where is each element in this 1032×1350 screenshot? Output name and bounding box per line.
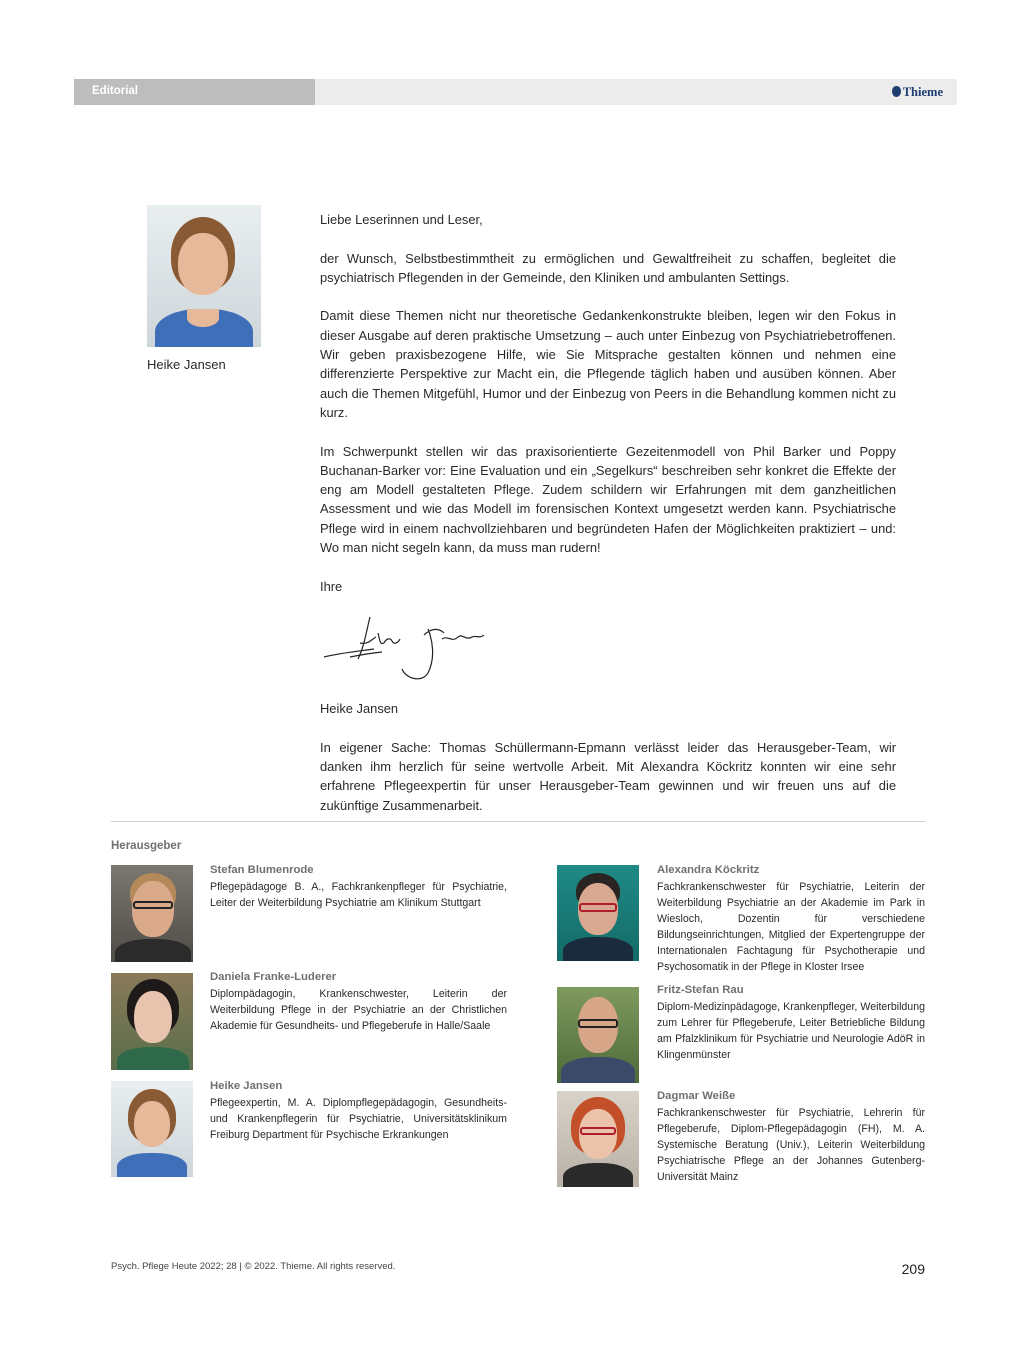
editor-photo-blumenrode	[111, 865, 193, 962]
postscript: In eigener Sache: Thomas Schüllermann-Epmann verlässt leider das Herausgeber-Team, wir danken ihm herzlich für seine wertvolle Arbeit. Mit Alexandra Köckritz konnten wir eine sehr erfahrene Pflegeexpertin für unser Herausgeber-Team gewinnen und wir freuen uns auf die zukünftige Zusammenarbeit.	[320, 739, 896, 813]
editor-desc-blumenrode: Pflegepädagoge B. A., Fachkrankenpfleger für Psychiatrie, Leiter der Weiterbildung Psychiatrie am Klinikum Stuttgart	[210, 881, 507, 909]
handwritten-signature	[320, 613, 490, 685]
section-label: Editorial	[74, 79, 315, 105]
editorial-letter	[320, 210, 896, 834]
brand-logo	[892, 79, 943, 105]
editor-name-rau: Fritz-Stefan Rau	[657, 984, 744, 996]
editor-name-jansen: Heike Jansen	[210, 1080, 283, 1092]
editor-photo-jansen	[111, 1081, 193, 1177]
editor-desc-rau: Diplom-Medizinpädagoge, Krankenpfleger, Weiterbildung zum Lehrer für Pflegeberufe, Leiter Betriebliche Bildung am Pfalzklinikum für Psychiatrie und Neurologie AdöR in Klingenmünster	[657, 1001, 925, 1061]
editor-name-weisse: Dagmar Weiße	[657, 1090, 736, 1102]
editor-desc-jansen: Pflegeexpertin, M. A. Diplompflegepädagogin, Gesundheits- und Krankenpflegerin für Psychiatrie, Universitätsklinikum Freiburg Department für Psychische Erkrankungen	[210, 1097, 507, 1141]
signature-name: Heike Jansen	[320, 701, 399, 717]
editor-desc-franke-luderer: Diplompädagogin, Krankenschwester, Leiterin der Weiterbildung Pflege in der Psychiatrie an der Christlichen Akademie für Gesundheits- und Pflegeberufe in Halle/Saale	[210, 988, 507, 1032]
editor-photo-rau	[557, 987, 639, 1083]
author-photo	[147, 205, 261, 347]
page-number: 209	[901, 1261, 925, 1277]
brand-name: Thieme	[902, 85, 943, 99]
paragraph-1: der Wunsch, Selbstbestimmtheit zu ermöglichen und Gewaltfreiheit zu schaffen, begleitet die psychiatrisch Pflegenden in der Gemeinde, den Kliniken und ambulanten Settings.	[320, 250, 896, 285]
editor-photo-koeckritz	[557, 865, 639, 961]
header-bar	[74, 79, 957, 105]
author-name: Heike Jansen	[147, 357, 226, 372]
editor-desc-weisse: Fachkrankenschwester für Psychiatrie, Lehrerin für Pflegeberufe, Diplom-Pflegepädagogin (FH), M. A. Systemische Beratung (Univ.), Leiterin Weiterbildung Psychiatrische Pflege an der Johannes Gutenberg-Universität Mainz	[657, 1107, 925, 1183]
editor-desc-koeckritz: Fachkrankenschwester für Psychiatrie, Leiterin der Weiterbildung Psychiatrie an der Akademie im Park in Wiesloch, Dozentin für verschiedene Bildungseinrichtungen, Mitglied der Expertengruppe der Internationalen Fachtagung für Psychotherapie und Psychosomatik in der Pflege in Kloster Irsee	[657, 881, 925, 973]
closing: Ihre	[320, 578, 343, 594]
editor-name-franke-luderer: Daniela Franke-Luderer	[210, 971, 337, 983]
greeting: Liebe Leserinnen und Leser,	[320, 212, 483, 227]
paragraph-3: Im Schwerpunkt stellen wir das praxisorientierte Gezeitenmodell von Phil Barker und Poppy Buchanan-Barker vor: Eine Evaluation und ein „Segelkurs“ beschreiben sehr konkret die Effekte der eng am Modell gestalteten Pflege. Zudem schildern wir Erfahrungen mit dem ganzheitlichen Assessment und wie das Modell im forensischen Kontext umgesetzt werden kann. Psychiatrische Pflege wird in einem nachvollziehbaren und begründeten Hafen der Möglichkeiten praktiziert – und: Wo man nicht segeln kann, da muss man rudern!	[320, 443, 896, 556]
editor-name-koeckritz: Alexandra Köckritz	[657, 864, 760, 876]
citation: Psych. Pflege Heute 2022; 28 | © 2022. Thieme. All rights reserved.	[111, 1261, 396, 1272]
thieme-shield-icon	[892, 86, 901, 97]
paragraph-2: Damit diese Themen nicht nur theoretische Gedankenkonstrukte bleiben, legen wir den Fokus in dieser Ausgabe auf deren praktische Umsetzung – auch unter Einbezug von Psychiatriebetroffenen. Wir geben praxisbezogene Hilfe, wie Sie Mitsprache gestalten können und nehmen eine differenzierte Perspektive zur Macht ein, die Pflegende täglich haben und ausüben können. Aber auch die Themen Mitgefühl, Humor und der Einbezug von Peers in die Behandlung kommen nicht zu kurz.	[320, 308, 896, 420]
editor-photo-weisse	[557, 1091, 639, 1187]
editor-name-blumenrode: Stefan Blumenrode	[210, 864, 314, 876]
editor-photo-franke-luderer	[111, 973, 193, 1070]
editors-heading: Herausgeber	[111, 840, 182, 852]
section-divider	[111, 821, 925, 822]
